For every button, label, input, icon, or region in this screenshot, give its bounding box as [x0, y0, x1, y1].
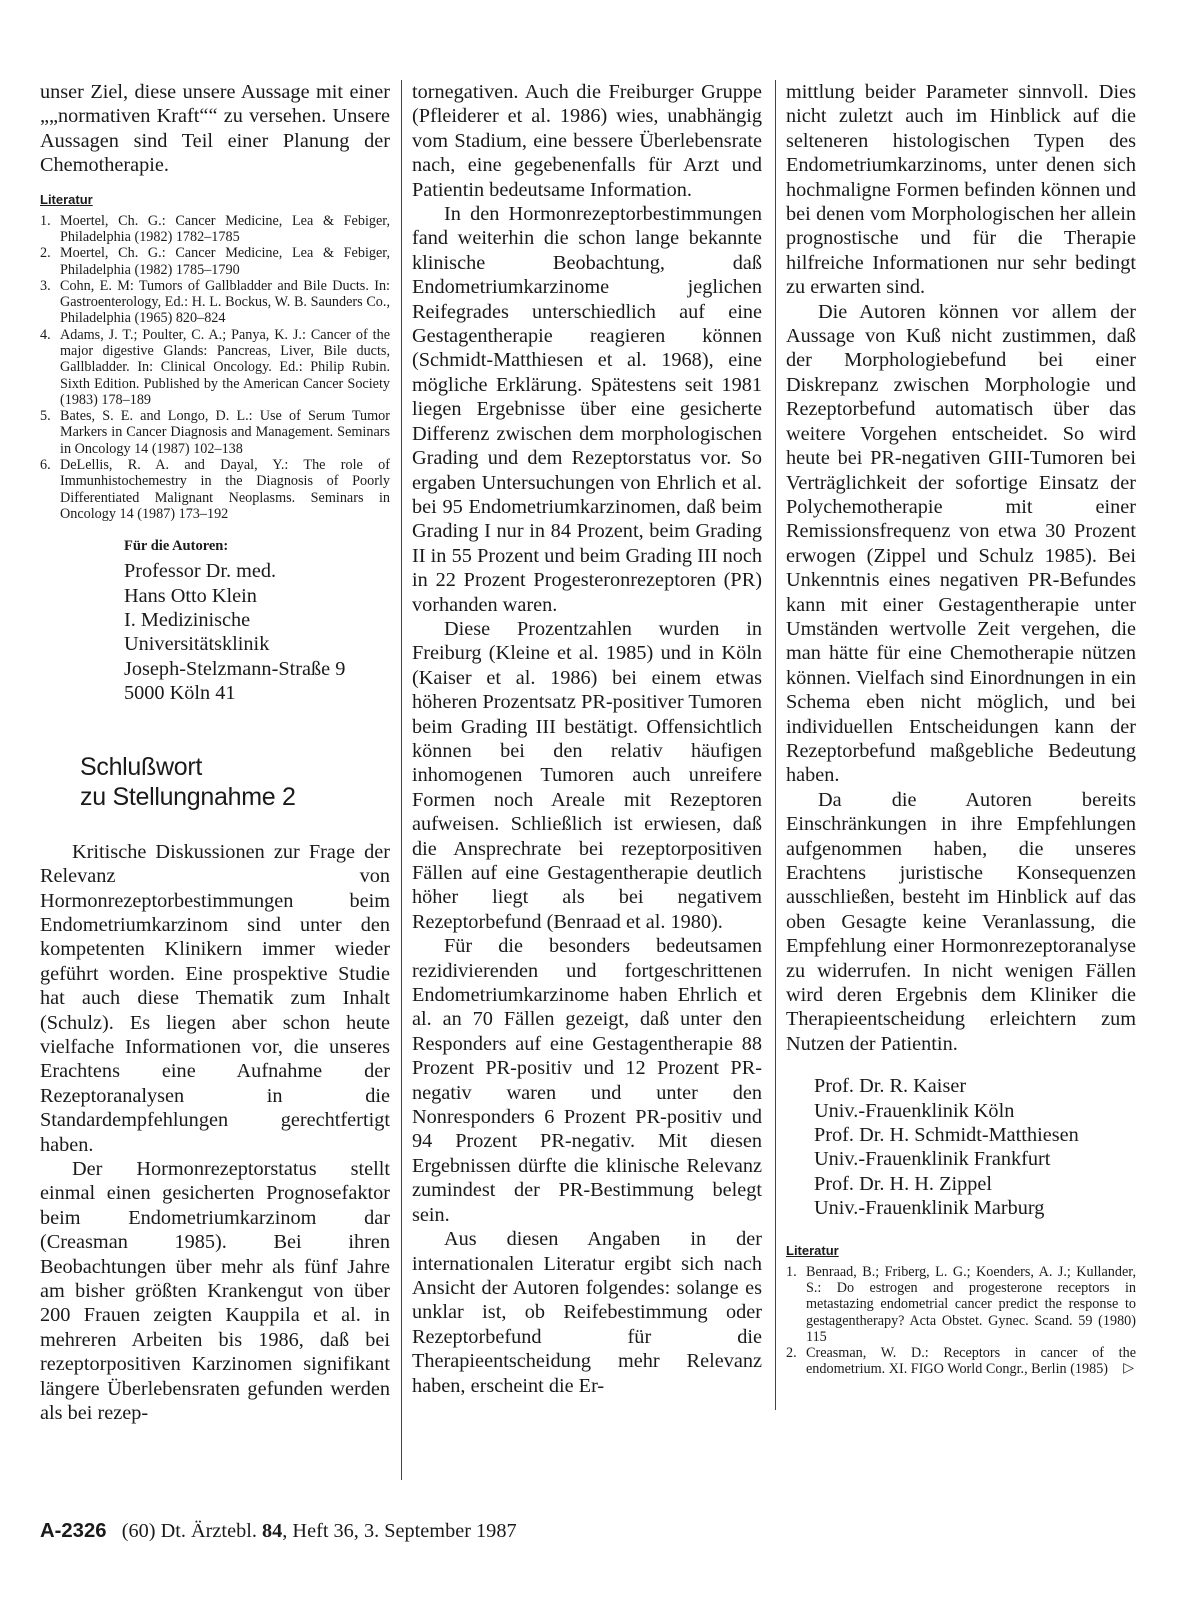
- author-address: [124, 559, 390, 705]
- reference-number: 3.: [40, 277, 51, 294]
- reference-item: [40, 213, 390, 246]
- reference-text: Benraad, B.; Friberg, L. G.; Koenders, A. J.; Kullander, S.: Do estrogen and progesterone receptors in metastazing endometrial cancer predict the response to gestagentherapy? Acta Obstet. Gynec. Scand. 59 (1980) 115: [806, 1263, 1136, 1345]
- paragraph: tornegativen. Auch die Freiburger Gruppe (Pfleiderer et al. 1986) wies, unabhängig vom Stadium, eine bessere Überlebensrate nach, eine gegebenenfalls für Arzt und Patientin bedeutsame Information.: [412, 81, 762, 201]
- reference-text: Adams, J. T.; Poulter, C. A.; Panya, K. J.: Cancer of the major digestive Glands: Pancreas, Liver, Bile ducts, Gallbladder. In: Clinical Oncology. Ed.: Philip Rubin. Sixth Edition. Published by the American Cancer Society (1983) 178–189: [60, 326, 390, 408]
- references-heading: Literatur: [786, 1242, 839, 1258]
- reference-item: [786, 1345, 1136, 1378]
- intro-paragraph: unser Ziel, diese unsere Aussage mit einer „„normativen Kraft““ zu versehen. Unsere Aussagen sind Teil einer Planung der Chemotherapie.: [40, 81, 390, 177]
- signature-line: Univ.-Frauenklinik Köln: [814, 1099, 1015, 1122]
- signatures: [814, 1074, 1136, 1220]
- reference-text: Moertel, Ch. G.: Cancer Medicine, Lea & Febiger, Philadelphia (1982) 1785–1790: [60, 245, 390, 278]
- reference-item: [786, 1264, 1136, 1345]
- reference-text: DeLellis, R. A. and Dayal, Y.: The role of Immunhistochemestry in the Diagnosis of Poorly Differentiated Malignant Neoplasms. Seminars in Oncology 14 (1987) 173–192: [60, 457, 390, 522]
- authors-heading: Für die Autoren:: [124, 538, 229, 555]
- reference-number: 1.: [40, 212, 51, 229]
- reference-number: 6.: [40, 457, 51, 474]
- signature-line: Univ.-Frauenklinik Marburg: [814, 1197, 1045, 1220]
- reference-number: 1.: [786, 1263, 797, 1280]
- references-heading: Literatur: [40, 191, 93, 207]
- page-number: A-2326: [40, 1520, 107, 1542]
- signature-line: Prof. Dr. R. Kaiser: [814, 1075, 967, 1098]
- address-line: Professor Dr. med.: [124, 560, 277, 583]
- paragraph: Kritische Diskussionen zur Frage der Relevanz von Hormonrezeptorbestimmungen beim Endometriumkarzinom sind unter den kompetenten Klinikern immer wieder geführt worden. Eine prospektive Studie hat auch diese Thematik zum Inhalt (Schulz). Es liegen aber schon heute vielfache Informationen vor, die unseres Erachtens eine Aufnahme der Rezeptoranalysen in die Standardempfehlungen gerechtfertigt haben.: [40, 840, 390, 1156]
- signature-line: Prof. Dr. H. H. Zippel: [814, 1172, 993, 1195]
- reference-text: Bates, S. E. and Longo, D. L.: Use of Serum Tumor Markers in Cancer Diagnosis and Management. Seminars in Oncology 14 (1987) 102–138: [60, 408, 390, 457]
- reference-text: Creasman, W. D.: Receptors in cancer of the endometrium. XI. FIGO World Congr., Berlin (1985): [806, 1345, 1136, 1378]
- reference-item: [40, 278, 390, 327]
- reference-item: [40, 408, 390, 457]
- continue-arrow-icon: ▷: [1123, 1361, 1134, 1377]
- paragraph: Für die besonders bedeutsamen rezidivierenden und fortgeschrittenen Endometriumkarzinome haben Ehrlich et al. an 70 Fällen gezeigt, daß unter den Responders auf eine Gestagentherapie 88 Prozent PR-positiv und 12 Prozent PR-negativ waren und unter den Nonresponders 6 Prozent PR-positiv und 94 Prozent PR-negativ. Mit diesen Ergebnissen dürfte die klinische Relevanz zumindest der PR-Bestimmung belegt sein.: [412, 935, 762, 1226]
- address-line: Joseph-Stelzmann-Straße 9: [124, 657, 346, 680]
- column-2: [412, 80, 762, 1398]
- address-line: Hans Otto Klein: [124, 584, 257, 607]
- paragraph: Die Autoren können vor allem der Aussage von Kuß nicht zustimmen, daß der Morphologiebefund bei einer Diskrepanz zwischen Morphologie und Rezeptorbefund automatisch über das weitere Vorgehen entscheidet. So wird heute bei PR-negativen GIII-Tumoren bei Verträglichkeit der sofortige Einsatz der Polychemotherapie mit einer Remissionsfrequenz von etwa 30 Prozent erwogen (Zippel und Schulz 1985). Bei Unkenntnis eines negativen PR-Befundes kann mit einer Gestagentherapie unter Umständen wertvolle Zeit vergehen, die man hätte für eine Chemotherapie nützen können. Vielfach sind Einordnungen in ein Schema eben nicht möglich, und bei individuellen Entscheidungen kann der Rezeptorbefund maßgebliche Bedeutung haben.: [786, 300, 1136, 787]
- signature-line: Prof. Dr. H. Schmidt-Matthiesen: [814, 1124, 1079, 1147]
- citation-pre: (60) Dt. Ärztebl.: [121, 1520, 257, 1542]
- signature-line: Univ.-Frauenklinik Frankfurt: [814, 1148, 1051, 1171]
- references-list: [40, 213, 390, 523]
- reference-number: 5.: [40, 408, 51, 425]
- citation-post: , Heft 36, 3. September 1987: [282, 1520, 517, 1542]
- address-line: I. Medizinische: [124, 609, 251, 632]
- paragraph: Diese Prozentzahlen wurden in Freiburg (Kleine et al. 1985) und in Köln (Kaiser et al. 1986) bei einem etwas höheren Prozentsatz PR-positiver Tumoren beim Grading III bestätigt. Offensichtlich können bei den relativ häufigen inhomogenen Tumoren auch unreifere Formen noch Areale mit Rezeptoren aufweisen. Schließlich ist erwiesen, daß die Ansprechrate bei rezeptorpositiven Fällen auf eine Gestagentherapie deutlich höher liegt als bei negativem Rezeptorbefund (Benraad et al. 1980).: [412, 617, 762, 933]
- page-footer: [40, 1520, 517, 1543]
- reference-number: 2.: [40, 245, 51, 262]
- paragraph: Da die Autoren bereits Einschränkungen in ihre Empfehlungen aufgenommen haben, die unseres Erachtens juristische Konsequenzen ausschließen, besteht im Hinblick auf das oben Gesagte keine Veranlassung, die Empfehlung einer Hormonrezeptoranalyse zu widerrufen. In nicht wenigen Fällen wird deren Ergebnis dem Kliniker die Therapieentscheidung erleichtern zum Nutzen der Patientin.: [786, 788, 1136, 1055]
- reference-item: [40, 245, 390, 278]
- paragraph: Der Hormonrezeptorstatus stellt einmal einen gesicherten Prognosefaktor beim Endometriumkarzinom dar (Creasman 1985). Bei ihren Beobachtungen über mehr als fünf Jahre am bisher größten Krankengut von über 200 Frauen zeigten Kauppila et al. in mehreren Arbeiten bis 1986, daß bei rezeptorpositiven Karzinomen signifikant längere Überlebensraten gefunden werden als bei rezep-: [40, 1157, 390, 1425]
- column-rule-1: [401, 80, 402, 1480]
- column-rule-2: [775, 80, 776, 1410]
- section-heading: [80, 752, 390, 812]
- paragraph: Aus diesen Angaben in der internationalen Literatur ergibt sich nach Ansicht der Autoren folgendes: solange es unklar ist, ob Reifebestimmung oder Rezeptorbefund für die Therapieentscheidung mehr Relevanz haben, erscheint die Er-: [412, 1228, 762, 1397]
- reference-number: 2.: [786, 1345, 797, 1362]
- reference-item: [40, 457, 390, 522]
- references-list: [786, 1264, 1136, 1378]
- address-line: 5000 Köln 41: [124, 682, 236, 705]
- column-1: [40, 80, 390, 1425]
- section-heading-line-1: Schlußwort: [80, 752, 203, 781]
- reference-text: Cohn, E. M: Tumors of Gallbladder and Bile Ducts. In: Gastroenterology, Ed.: H. L. Bockus, W. B. Saunders Co., Philadelphia (1965) 820–824: [60, 277, 390, 327]
- address-line: Universitätsklinik: [124, 633, 270, 656]
- column-3: [786, 80, 1136, 1378]
- section-heading-line-2: zu Stellungnahme 2: [80, 782, 296, 811]
- citation-volume: 84: [262, 1520, 283, 1542]
- reference-number: 4.: [40, 326, 51, 343]
- paragraph: mittlung beider Parameter sinnvoll. Dies nicht zuletzt auch im Hinblick auf die selteneren histologischen Typen des Endometriumkarzinoms, unter denen sich hochmaligne Formen befinden können und bei denen vom Morphologischen her allein prognostische und für die Therapie hilfreiche Informationen nur sehr bedingt zu erwarten sind.: [786, 81, 1136, 299]
- reference-item: [40, 327, 390, 408]
- reference-text: Moertel, Ch. G.: Cancer Medicine, Lea & Febiger, Philadelphia (1982) 1782–1785: [60, 212, 390, 245]
- paragraph: In den Hormonrezeptorbestimmungen fand weiterhin die schon lange bekannte klinische Beobachtung, daß Endometriumkarzinome jeglichen Reifegrades unterschiedlich auf eine Gestagentherapie reagieren können (Schmidt-Matthiesen et al. 1968), eine mögliche Erklärung. Spätestens seit 1981 liegen Ergebnisse über eine gesicherte Differenz zwischen dem morphologischen Grading und dem Rezeptorstatus vor. So ergaben Untersuchungen von Ehrlich et al. bei 95 Endometriumkarzinomen, daß beim Grading I nur in 84 Prozent, beim Grading II in 55 Prozent und beim Grading III noch in 22 Prozent Progesteronrezeptoren (PR) vorhanden waren.: [412, 203, 762, 616]
